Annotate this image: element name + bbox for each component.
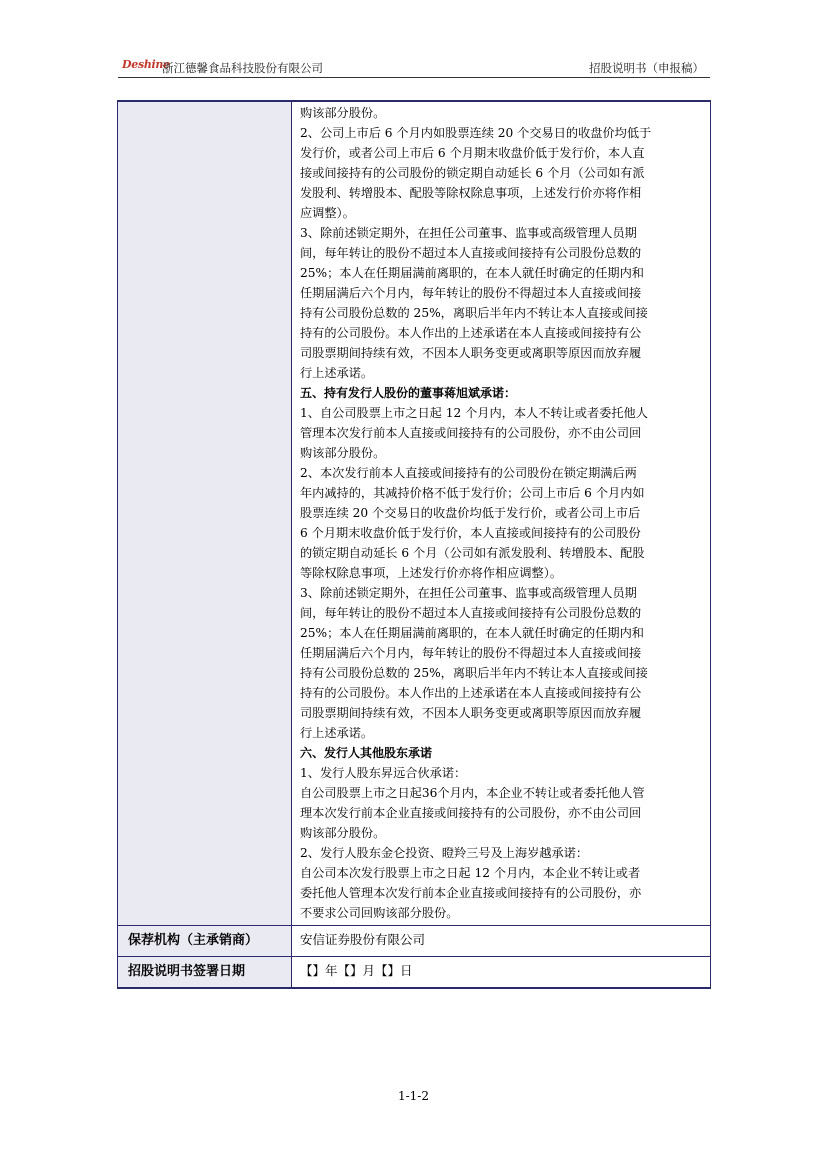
text-line: 应调整）。 <box>300 206 355 220</box>
text-line: 25%；本人在任期届满前离职的，在本人就任时确定的任期内和 <box>300 626 644 640</box>
company-name: 浙江德馨食品科技股份有限公司 <box>162 61 323 75</box>
text-line: 年内减持的，其减持价格不低于发行价；公司上市后 6 个月内如 <box>300 486 645 500</box>
sponsor-label: 保荐机构（主承销商） <box>118 926 292 956</box>
text-line: 等除权除息事项，上述发行价亦将作相应调整）。 <box>300 566 563 580</box>
company-logo: Deshine <box>122 58 170 71</box>
text-line: 持有公司股份总数的 25%，离职后半年内不转让本人直接或间接 <box>300 306 648 320</box>
sponsor-value: 安信证券股份有限公司 <box>300 932 426 947</box>
text-line: 2、公司上市后 6 个月内如股票连续 20 个交易日的收盘价均低于 <box>300 126 652 140</box>
text-line: 购该部分股份。 <box>300 446 386 460</box>
document-title: 招股说明书（申报稿） <box>589 61 704 75</box>
text-line: 2、本次发行前本人直接或间接持有的公司股份在锁定期满后两 <box>300 466 637 480</box>
text-line: 持有的公司股份。本人作出的上述承诺在本人直接或间接持有公 <box>300 686 642 700</box>
info-table <box>117 100 711 989</box>
text-line: 2、发行人股东金仑投资、瞪羚三号及上海岁越承诺： <box>300 846 589 860</box>
text-line: 购该部分股份。 <box>300 826 386 840</box>
text-line: 发行价，或者公司上市后 6 个月期末收盘价低于发行价，本人直 <box>300 146 645 160</box>
table-label-cell <box>118 102 292 925</box>
text-line: 理本次发行前本企业直接或间接持有的公司股份，亦不由公司回 <box>300 806 642 820</box>
text-line: 自公司股票上市之日起36个月内，本企业不转让或者委托他人管 <box>300 786 645 800</box>
sign-date-label: 招股说明书签署日期 <box>118 957 292 987</box>
text-line: 25%；本人在任期届满前离职的，在本人就任时确定的任期内和 <box>300 266 644 280</box>
page-number: 1-1-2 <box>397 1089 429 1103</box>
page-header <box>118 56 710 78</box>
text-line: 购该部分股份。 <box>300 106 386 120</box>
text-line: 管理本次发行前本人直接或间接持有的公司股份，亦不由公司回 <box>300 426 642 440</box>
text-line: 1、自公司股票上市之日起 12 个月内，本人不转让或者委托他人 <box>300 406 648 420</box>
text-line: 司股票期间持续有效，不因本人职务变更或离职等原因而放弃履 <box>300 346 642 360</box>
text-line: 持有的公司股份。本人作出的上述承诺在本人直接或间接持有公 <box>300 326 642 340</box>
text-line: 任期届满后六个月内，每年转让的股份不得超过本人直接或间接 <box>300 286 642 300</box>
commitment-content <box>292 102 710 925</box>
text-line: 股票连续 20 个交易日的收盘价均低于发行价，或者公司上市后 <box>300 506 641 520</box>
text-line: 任期届满后六个月内，每年转让的股份不得超过本人直接或间接 <box>300 646 642 660</box>
text-line: 自公司本次发行股票上市之日起 12 个月内，本企业不转让或者 <box>300 866 641 880</box>
text-line: 6 个月期末收盘价低于发行价，本人直接或间接持有的公司股份 <box>300 526 641 540</box>
text-line: 司股票期间持续有效，不因本人职务变更或离职等原因而放弃履 <box>300 706 642 720</box>
text-line: 行上述承诺。 <box>300 366 374 380</box>
text-line: 接或间接持有的公司股份的锁定期自动延长 6 个月（公司如有派 <box>300 166 645 180</box>
text-line: 1、发行人股东昇远合伙承诺： <box>300 766 467 780</box>
text-line: 发股利、转增股本、配股等除权除息事项，上述发行价亦将作相 <box>300 186 642 200</box>
section-heading: 五、持有发行人股份的董事蒋旭斌承诺： <box>300 386 517 400</box>
text-line: 不要求公司回购该部分股份。 <box>300 906 459 920</box>
text-line: 间，每年转让的股份不超过本人直接或间接持有公司股份总数的 <box>300 606 642 620</box>
table-row <box>118 957 710 987</box>
text-line: 3、除前述锁定期外，在担任公司董事、监事或高级管理人员期 <box>300 226 637 240</box>
text-line: 持有公司股份总数的 25%，离职后半年内不转让本人直接或间接 <box>300 666 648 680</box>
text-line: 3、除前述锁定期外，在担任公司董事、监事或高级管理人员期 <box>300 586 637 600</box>
text-line: 的锁定期自动延长 6 个月（公司如有派发股利、转增股本、配股 <box>300 546 645 560</box>
table-row <box>118 102 710 926</box>
text-line: 委托他人管理本次发行前本企业直接或间接持有的公司股份，亦 <box>300 886 642 900</box>
section-heading: 六、发行人其他股东承诺 <box>300 746 433 760</box>
text-line: 间，每年转让的股份不超过本人直接或间接持有公司股份总数的 <box>300 246 642 260</box>
text-line: 行上述承诺。 <box>300 726 374 740</box>
table-row <box>118 926 710 957</box>
header-divider <box>118 77 710 78</box>
sign-date-value: 【】年【】月【】日 <box>300 963 413 978</box>
